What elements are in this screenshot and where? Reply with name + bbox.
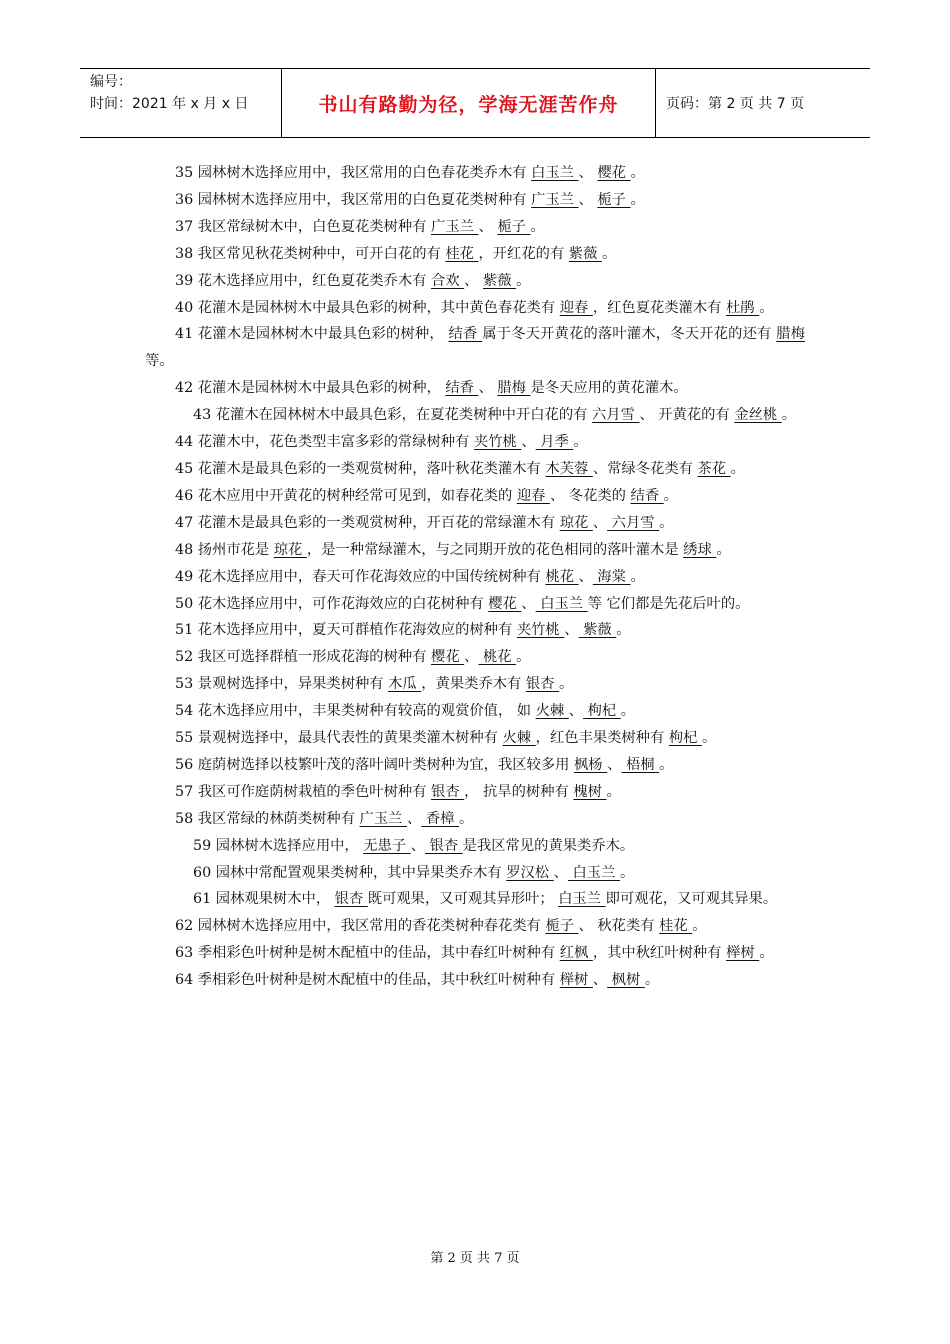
question-item	[145, 510, 805, 537]
question-text: 38 我区常见秋花类树种中，可开白花的有	[175, 245, 446, 262]
question-text: ，其中秋红叶树种有	[592, 945, 727, 962]
question-text: 。	[620, 703, 636, 720]
question-text: ， 抗旱的树种有	[464, 783, 574, 800]
question-text: 37 我区常绿树木中，白色夏花类树种有	[175, 218, 432, 235]
answer-blank: 海棠	[592, 568, 631, 585]
question-text: 、 秋花类有	[578, 918, 660, 935]
question-text: 是冬天应用的黄花灌木。	[530, 380, 688, 397]
question-text: 、	[568, 703, 584, 720]
question-item	[145, 483, 805, 510]
question-text: ，红色丰果类树种有	[535, 730, 669, 747]
answer-blank: 桂花	[445, 245, 479, 262]
answer-blank: 腊梅	[776, 326, 806, 343]
answer-blank: 广玉兰	[359, 810, 407, 827]
question-text: 、	[578, 191, 598, 208]
answer-blank: 白玉兰	[567, 864, 620, 881]
question-text: 、	[521, 434, 536, 451]
question-item	[145, 833, 805, 860]
question-text: 。	[644, 972, 660, 989]
answer-blank: 白玉兰	[558, 891, 606, 908]
question-item	[145, 779, 805, 806]
answer-blank: 迎春	[559, 299, 593, 316]
question-text: 、	[410, 837, 425, 854]
answer-blank: 六月雪	[592, 407, 640, 424]
question-text: 53 景观树选择中，异果类树种有	[175, 676, 389, 693]
answer-blank: 银杏	[424, 837, 463, 854]
answer-blank: 桂花	[659, 918, 693, 935]
answer-blank: 栀子	[497, 218, 531, 235]
question-item	[145, 752, 805, 779]
question-text: 46 花木应用中开黄花的树种经常可见到，如春花类的	[175, 487, 517, 504]
question-item	[145, 321, 805, 375]
answer-blank: 榉树	[559, 972, 593, 989]
question-text: 。	[781, 407, 797, 424]
question-item	[145, 537, 805, 564]
page-label: 页码：第 2 页 共 7 页	[666, 96, 805, 112]
answer-blank: 枫树	[607, 972, 645, 989]
answer-blank: 无患子	[363, 837, 411, 854]
question-text: 48 扬州市花是	[175, 541, 274, 558]
question-text: 40 花灌木是园林树木中最具色彩的树种，其中黄色春花类有	[175, 299, 560, 316]
question-text: 50 花木选择应用中，可作花海效应的白花树种有	[175, 595, 489, 612]
question-item	[145, 725, 805, 752]
question-text: 35 园林树木选择应用中，我区常用的白色春花类乔木有	[175, 165, 532, 181]
question-text: 。	[630, 165, 645, 181]
question-text: 。	[458, 810, 474, 827]
question-text: 45 花灌木是最具色彩的一类观赏树种，落叶秋花类灌木有	[175, 460, 546, 477]
question-text: ，是一种常绿灌木，与之同期开放的花色相同的落叶灌木是	[306, 541, 684, 558]
question-text: 等 它们都是先花后叶的。	[587, 595, 750, 612]
question-text: 63 季相彩色叶树种是树木配植中的佳品，其中春红叶树种有	[175, 945, 560, 962]
question-text: 。	[659, 514, 674, 531]
question-item	[145, 429, 805, 456]
answer-blank: 琼花	[559, 514, 593, 531]
question-text: 。	[516, 649, 531, 666]
question-text: 41 花灌木是园林树木中最具色彩的树种，	[175, 326, 449, 343]
answer-blank: 夹竹桃	[516, 622, 565, 639]
question-text: 。	[692, 918, 707, 935]
question-text: ，红色夏花类灌木有	[592, 299, 727, 316]
question-item	[145, 940, 805, 967]
question-text: 、	[564, 622, 579, 639]
question-item	[145, 564, 805, 591]
answer-blank: 栀子	[597, 191, 631, 208]
answer-blank: 琼花	[273, 541, 307, 558]
question-text: 、常绿冬花类有	[592, 460, 698, 477]
question-text: 既可观果，又可观其异形叶；	[367, 891, 559, 908]
question-text: 、	[592, 972, 608, 989]
answer-blank: 桃花	[478, 649, 517, 666]
question-text: 、	[592, 514, 608, 531]
question-text: 47 花灌木是最具色彩的一类观赏树种，开百花的常绿灌木有	[175, 514, 560, 531]
answer-blank: 银杏	[431, 783, 465, 800]
question-text: 、	[607, 756, 622, 773]
question-item	[145, 644, 805, 671]
answer-blank: 金丝桃	[734, 407, 782, 424]
answer-blank: 夹竹桃	[473, 434, 522, 451]
answer-blank: 罗汉松	[506, 864, 554, 881]
question-text: 49 花木选择应用中，春天可作花海效应的中国传统树种有	[175, 568, 546, 585]
question-text: 。	[663, 487, 678, 504]
question-text: 、	[406, 810, 422, 827]
answer-blank: 迎春	[516, 487, 550, 504]
question-item	[145, 402, 805, 429]
answer-blank: 银杏	[334, 891, 368, 908]
question-text: 。	[606, 783, 621, 800]
answer-blank: 桃花	[545, 568, 579, 585]
question-text: 。	[516, 272, 531, 289]
question-text: 即可观花，又可观其异果。	[605, 891, 778, 908]
answer-blank: 茶花	[697, 460, 731, 477]
answer-blank: 银杏	[525, 676, 560, 693]
question-text: 是我区常见的黄果类乔木。	[462, 837, 635, 854]
question-text: 36 园林树木选择应用中，我区常用的白色夏花类树种有	[175, 191, 532, 208]
question-text: 44 花灌木中，花色类型丰富多彩的常绿树种有	[175, 434, 474, 451]
question-item	[145, 187, 805, 214]
question-text: 、 冬花类的	[549, 487, 631, 504]
question-item	[145, 671, 805, 698]
answer-blank: 结香	[630, 487, 664, 504]
question-text: 57 我区可作庭荫树栽植的季色叶树种有	[175, 783, 432, 800]
question-item	[145, 886, 805, 913]
answer-blank: 结香	[448, 326, 483, 343]
answer-blank: 枸杞	[668, 730, 703, 747]
answer-blank: 绣球	[683, 541, 717, 558]
question-text: 、	[478, 380, 498, 397]
question-text: 。	[702, 730, 717, 747]
answer-blank: 腊梅	[497, 380, 531, 397]
question-text: 、	[464, 272, 484, 289]
answer-blank: 紫薇	[483, 272, 517, 289]
question-text: 。	[759, 299, 774, 316]
answer-blank: 木芙蓉	[545, 460, 593, 477]
question-text: 。	[601, 245, 617, 262]
question-text: 55 景观树选择中，最具代表性的黄果类灌木树种有	[175, 730, 503, 747]
question-item	[145, 295, 805, 322]
question-text: 、	[464, 649, 479, 666]
answer-blank: 榉树	[726, 945, 760, 962]
question-text: 。	[630, 568, 645, 585]
answer-blank: 樱花	[431, 649, 465, 666]
answer-blank: 白玉兰	[531, 165, 579, 181]
answer-blank: 香樟	[421, 810, 459, 827]
question-text: 54 花木选择应用中，丰果类树种有较高的观赏价值， 如	[175, 703, 536, 720]
question-text: 、	[578, 165, 598, 181]
answer-blank: 火棘	[535, 703, 569, 720]
answer-blank: 广玉兰	[431, 218, 479, 235]
question-text: 58 我区常绿的林荫类树种有	[175, 810, 360, 827]
question-text: 。	[630, 191, 645, 208]
question-text: 。	[759, 945, 774, 962]
question-item	[145, 806, 805, 833]
number-label: 编号：	[90, 74, 132, 90]
answer-blank: 木瓜	[388, 676, 422, 693]
question-text: 。	[619, 864, 635, 881]
question-text: 51 花木选择应用中，夏天可群植作花海效应的树种有	[175, 622, 517, 639]
answer-blank: 火棘	[502, 730, 536, 747]
question-text: 59 园林树木选择应用中，	[193, 837, 364, 854]
question-text: 。	[573, 434, 588, 451]
question-item	[145, 913, 805, 940]
answer-blank: 白玉兰	[535, 595, 588, 612]
question-text: 。	[559, 676, 574, 693]
question-text: 、 开黄花的有	[639, 407, 735, 424]
question-text: 、	[553, 864, 568, 881]
question-text: 39 花木选择应用中，红色夏花类乔木有	[175, 272, 432, 289]
question-text: 43 花灌木在园林树木中最具色彩，在夏花类树种中开白花的有	[193, 407, 592, 424]
answer-blank: 广玉兰	[531, 191, 579, 208]
answer-blank: 红枫	[559, 945, 593, 962]
answer-blank: 紫薇	[578, 622, 617, 639]
question-item	[145, 617, 805, 644]
question-text: 属于冬天开黄花的落叶灌木，冬天开花的还有	[482, 326, 777, 343]
question-item	[145, 241, 805, 268]
answer-blank: 月季	[535, 434, 574, 451]
question-text: ，开红花的有	[478, 245, 569, 262]
answer-blank: 梧桐	[621, 756, 660, 773]
answer-blank: 樱花	[597, 165, 631, 181]
question-text: 等。	[145, 353, 174, 370]
question-text: 、	[578, 568, 593, 585]
question-item	[145, 698, 805, 725]
question-text: 、	[478, 218, 498, 235]
answer-blank: 槐树	[573, 783, 607, 800]
question-text: 。	[530, 218, 545, 235]
question-item	[145, 160, 805, 187]
answer-blank: 杜鹃	[726, 299, 760, 316]
question-item	[145, 375, 805, 402]
header-meta	[80, 69, 282, 137]
document-header	[80, 68, 870, 138]
answer-blank: 结香	[445, 380, 479, 397]
answer-blank: 六月雪	[607, 514, 660, 531]
page-footer: 第 2 页 共 7 页	[430, 1251, 520, 1266]
answer-blank: 合欢	[431, 272, 465, 289]
question-text: 61 园林观果树木中，	[193, 891, 335, 908]
question-item	[145, 268, 805, 295]
question-text: 52 我区可选择群植一形成花海的树种有	[175, 649, 432, 666]
question-text: ，黄果类乔木有	[421, 676, 526, 693]
question-item	[145, 456, 805, 483]
answer-blank: 樱花	[488, 595, 522, 612]
question-list	[145, 160, 805, 994]
answer-blank: 栀子	[545, 918, 579, 935]
question-item	[145, 591, 805, 618]
question-item	[145, 214, 805, 241]
answer-blank: 枸杞	[583, 703, 621, 720]
question-text: 56 庭荫树选择以枝繁叶茂的落叶阔叶类树种为宜，我区较多用	[175, 756, 574, 773]
question-text: 62 园林树木选择应用中，我区常用的香花类树种春花类有	[175, 918, 546, 935]
answer-blank: 枫杨	[574, 756, 608, 773]
date-label: 时间：2021 年 x 月 x 日	[90, 96, 249, 112]
header-page-cell	[656, 69, 804, 137]
question-item	[145, 860, 805, 887]
question-item	[145, 967, 805, 994]
question-text: 。	[716, 541, 731, 558]
motto: 书山有路勤为径，学海无涯苦作舟	[318, 93, 619, 116]
question-text: 64 季相彩色叶树种是树木配植中的佳品，其中秋红叶树种有	[175, 972, 560, 989]
answer-blank: 紫薇	[568, 245, 602, 262]
question-text: 。	[616, 622, 631, 639]
question-text: 60 园林中常配置观果类树种，其中异果类乔木有	[193, 864, 507, 881]
question-text: 。	[730, 460, 745, 477]
header-motto-cell	[282, 69, 656, 137]
question-text: 42 花灌木是园林树木中最具色彩的树种，	[175, 380, 446, 397]
question-text: 、	[521, 595, 536, 612]
question-text: 。	[659, 756, 674, 773]
